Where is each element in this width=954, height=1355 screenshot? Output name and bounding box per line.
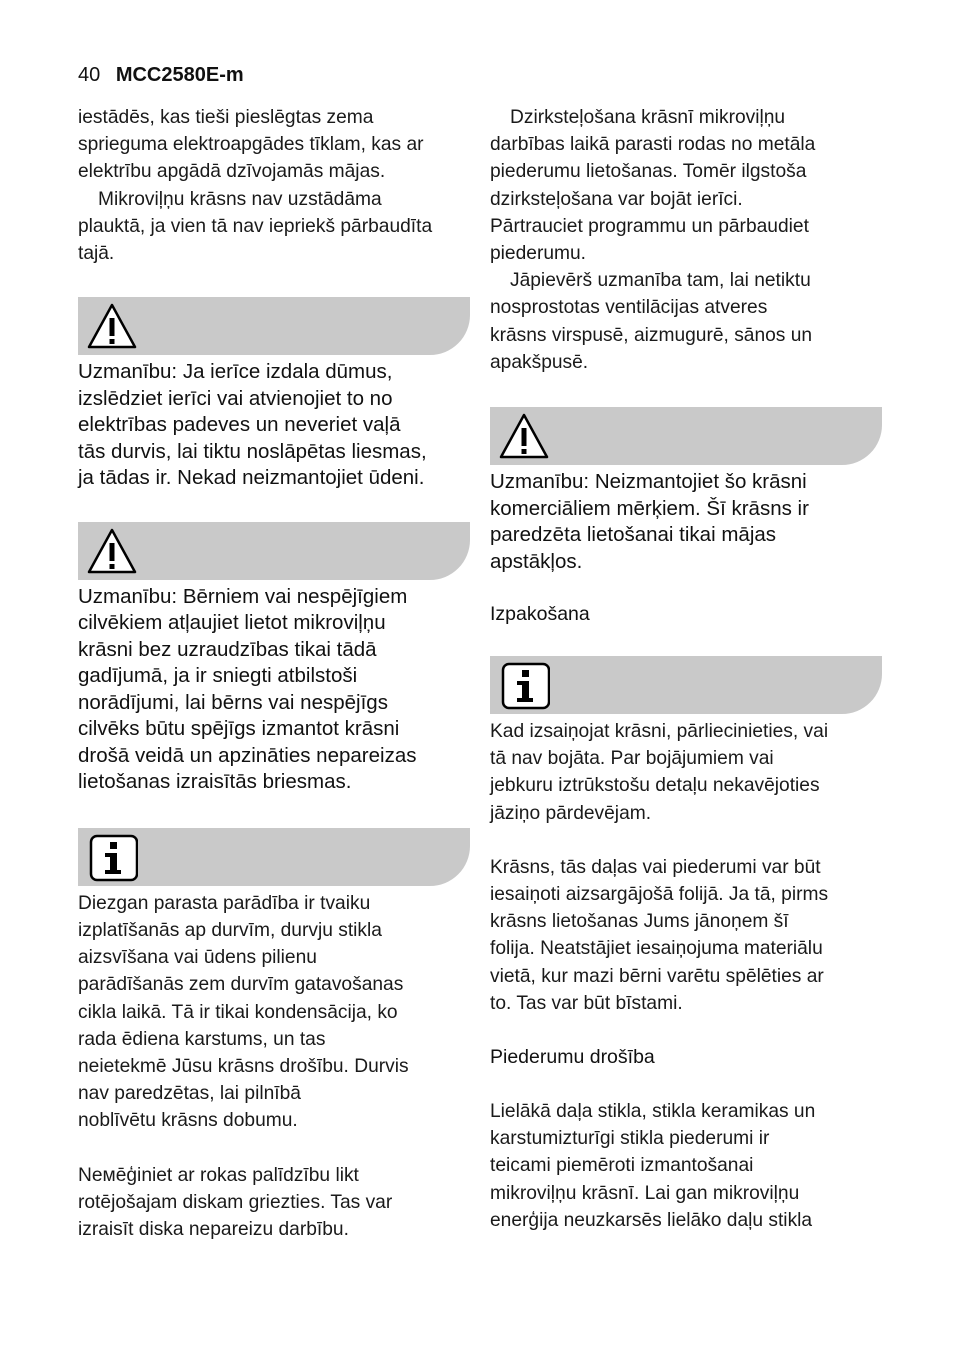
text-line: mikroviļņu krāsnī. Lai gan mikroviļņu [490, 1182, 800, 1204]
text-line: rada ēdiena karstums, un tas [78, 1028, 326, 1050]
text-line: Lielākā daļa stikla, stikla keramikas un [490, 1101, 816, 1123]
info-icon [498, 660, 550, 710]
text-line: komerciāliem mērķiem. Šī krāsns ir [490, 496, 809, 520]
warning-text [78, 584, 470, 796]
text-line: Uzmanību: Bērniem vai nespējīgiem [78, 584, 408, 608]
text-line: darbības laikā parasti rodas no metāla [490, 134, 816, 156]
text-line: tā nav bojāta. Par bojājumiem vai [490, 748, 774, 770]
text-line: Neмēģiniet ar rokas palīdzību likt [78, 1164, 359, 1186]
text-line: Kad izsaiņojat krāsni, pārliecinieties, vai [490, 721, 829, 743]
text-line: cikla laikā. Tā ir tikai kondensācija, ko [78, 1001, 398, 1023]
text-line: nosprostotas ventilācijas atveres [490, 297, 768, 319]
page-number: 40 [78, 64, 101, 86]
paragraph [78, 104, 470, 186]
text-line: rotējošajam diskam griezties. Tas var [78, 1191, 393, 1213]
info-banner [490, 656, 882, 714]
text-line: paredzēta lietošanai tikai mājas [490, 523, 777, 547]
section-heading: Piederumu drošība [490, 1046, 655, 1069]
text-line: apakšpusē. [490, 351, 589, 373]
text-line: Pārtrauciet programmu un pārbaudiet [490, 215, 809, 237]
text-line: dzirksteļošana var bojāt ierīci. [490, 188, 743, 210]
text-line: lietošanas izraisītās briesmas. [78, 770, 352, 794]
text-line: izraisīt diska nepareizu darbību. [78, 1218, 349, 1240]
info-banner [78, 828, 470, 886]
text-line: tajā. [78, 243, 115, 265]
text-line: neietekmē Jūsu krāsns drošību. Durvis [78, 1055, 409, 1077]
text-line: piederumu. [490, 243, 586, 265]
text-line: Diezgan parasta parādība ir tvaiku [78, 892, 371, 914]
text-line: krāsni bez uzraudzības tikai tādā [78, 637, 377, 661]
left-column [78, 102, 470, 1243]
text-line: Jāpievērš uzmanība tam, lai netiktu [510, 270, 811, 292]
text-line: teicami piemēroti izmantošanai [490, 1155, 754, 1177]
warning-banner [78, 522, 470, 580]
text-line: tās durvis, lai tiktu noslāpētas liesmas, [78, 439, 427, 463]
text-line: nav paredzētas, lai pilnībā [78, 1083, 301, 1105]
paragraph [490, 854, 882, 1017]
text-line: parādīšanās zem durvīm gatavošanas [78, 974, 404, 996]
text-line: apstākļos. [490, 549, 583, 573]
right-column [490, 102, 882, 1234]
text-line: jāziņo pārdevējam. [490, 802, 652, 824]
info-icon [86, 832, 138, 882]
text-line: Uzmanību: Neizmantojiet šo krāsni [490, 470, 807, 494]
paragraph [78, 890, 470, 1135]
section-heading: Izpakošana [490, 603, 590, 626]
text-line: krāsns lietošanas Jums jānoņem šī [490, 911, 789, 933]
text-line: elektrību apgādā dzīvojamās mājas. [78, 161, 386, 183]
text-line: Mikroviļņu krāsns nav uzstādāma [98, 188, 382, 210]
text-line: izslēdziet ierīci vai atvienojiet to no [78, 386, 393, 410]
model-name: MCC2580E-m [115, 64, 244, 86]
text-line: norādījumi, lai bērns vai nespējīgs [78, 690, 388, 714]
text-line: karstumizturīgi stikla piederumi ir [490, 1128, 770, 1150]
text-line: Dzirksteļošana krāsnī mikroviļņu [510, 107, 786, 128]
text-line: drošā veidā un apzināties nepareizas [78, 743, 417, 767]
warning-text [490, 469, 882, 575]
text-line: noblīvētu krāsns dobumu. [78, 1110, 298, 1132]
text-line: sprieguma elektroapgādes tīklam, kas ar [78, 134, 424, 156]
text-line: Uzmanību: Ja ierīce izdala dūmus, [78, 360, 393, 384]
text-line: cilvēkiem atļaujiet lietot mikroviļņu [78, 611, 386, 635]
paragraph [490, 267, 882, 376]
text-line: to. Tas var būt bīstami. [490, 992, 683, 1014]
paragraph [78, 186, 470, 268]
paragraph [78, 1162, 470, 1244]
text-line: iesaiņoti aizsargājošā folijā. Ja tā, pirms [490, 884, 829, 906]
warning-triangle-icon [86, 301, 138, 351]
warning-triangle-icon [86, 526, 138, 576]
text-line: plauktā, ja vien tā nav iepriekš pārbaudīta [78, 215, 433, 237]
text-line: folija. Neatstājiet iesaiņojuma materiālu [490, 938, 823, 960]
text-line: krāsns virspusē, aizmugurē, sānos un [490, 324, 813, 346]
warning-triangle-icon [498, 411, 550, 461]
text-line: Krāsns, tās daļas vai piederumi var būt [490, 856, 821, 878]
text-line: aizsvīšana vai ūdens pilienu [78, 947, 317, 969]
paragraph [490, 104, 882, 267]
text-line: jebkuru iztrūkstošu detaļu nekavējoties [490, 775, 820, 797]
warning-banner [78, 297, 470, 355]
text-line: piederumu lietošanas. Tomēr ilgstoša [490, 161, 807, 183]
page-header [78, 64, 244, 87]
paragraph [490, 1098, 882, 1234]
text-line: ja tādas ir. Nekad neizmantojiet ūdeni. [78, 466, 425, 490]
text-line: elektrības padeves un neveriet vaļā [78, 413, 401, 437]
text-line: izplatīšanās ap durvīm, durvju stikla [78, 919, 382, 941]
warning-banner [490, 407, 882, 465]
text-line: enerģija neuzkarsēs lielāko daļu stikla [490, 1209, 813, 1231]
paragraph [490, 718, 882, 827]
text-line: gadījumā, ja ir sniegti atbilstoši [78, 664, 358, 688]
text-line: cilvēks būtu spējīgs izmantot krāsni [78, 717, 400, 741]
text-line: iestādēs, kas tieši pieslēgtas zema [78, 107, 374, 128]
text-line: vietā, kur mazi bērni varētu spēlēties ar [490, 965, 824, 987]
warning-text [78, 359, 470, 492]
